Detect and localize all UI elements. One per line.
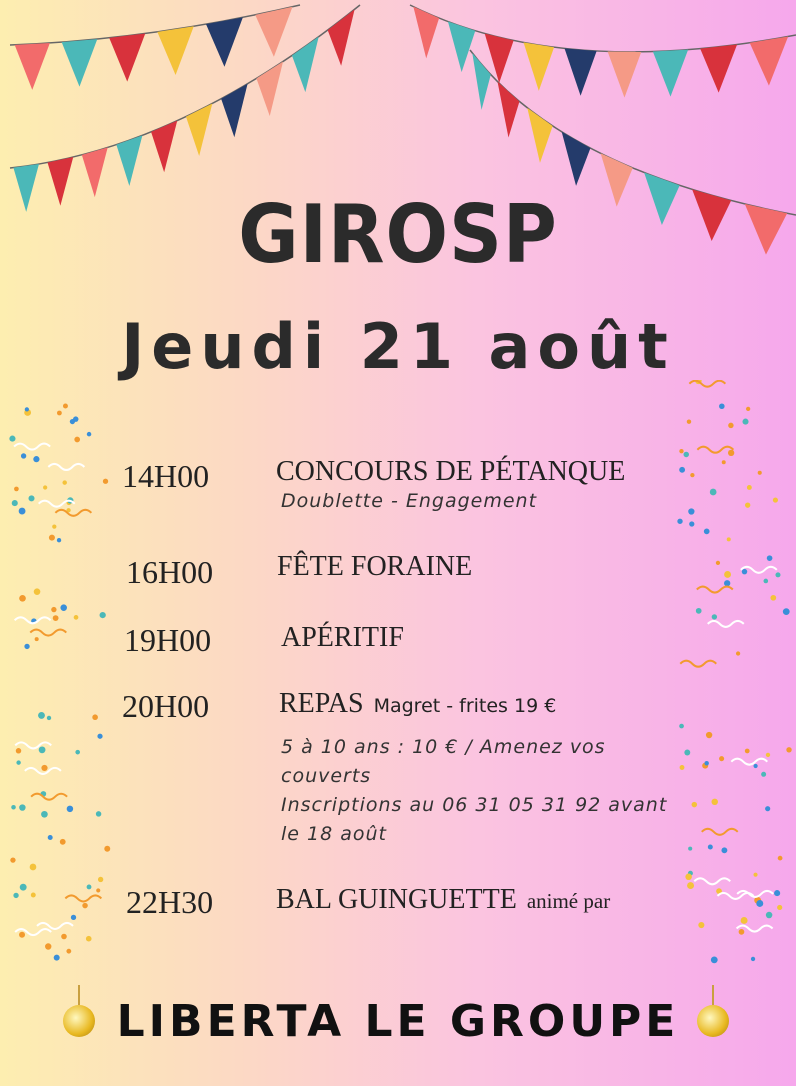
confetti-dot [34,588,41,595]
confetti-dot [775,572,780,577]
confetti-dot [687,419,691,423]
confetti-dot [688,508,694,514]
schedule-event-5-label: BAL GUINGUETTE [276,884,517,915]
confetti-dot [704,529,710,535]
event-date: Jeudi 21 août [121,310,675,383]
confetti-dot [688,847,692,851]
confetti-squiggle [31,794,67,800]
bunting-flag [157,26,193,75]
confetti-dot [67,806,73,812]
bunting-flag [750,36,788,85]
confetti-dot [741,917,748,924]
confetti-dot [692,802,698,808]
confetti-dot [100,612,106,618]
bunting-flag [15,43,50,90]
confetti-squiggle [702,829,738,835]
confetti-dot [727,537,731,541]
confetti-dot [711,956,718,963]
confetti-dot [12,500,18,506]
bunting-flag [62,39,98,87]
event-title: GIROSP [238,188,558,281]
confetti-dot [745,502,750,507]
confetti-squiggle [708,621,744,627]
confetti-dot [49,535,55,541]
confetti-dot [689,521,694,526]
confetti-dot [11,805,16,810]
confetti-dot [10,857,15,862]
confetti-dot [708,844,713,849]
confetti-dot [33,456,39,462]
schedule-event-1: CONCOURS DE PÉTANQUE [276,456,626,487]
confetti-dot [74,437,80,443]
confetti-dot [31,893,36,898]
confetti-dot [16,760,20,764]
confetti-dot [39,746,46,753]
schedule-time-5: 22H30 [126,884,214,920]
confetti-dot [786,747,791,752]
confetti-squiggle [14,444,50,450]
confetti-dot [746,407,750,411]
confetti-dot [764,579,769,584]
confetti-dot [721,847,727,853]
band-intro: animé par [526,889,611,913]
confetti-dot [685,874,692,881]
confetti-dot [70,419,75,424]
confetti-dot [728,423,733,428]
confetti-dot [739,929,745,935]
confetti-dot [96,811,101,816]
confetti-squiggle [697,587,733,593]
schedule-detail-4a: 5 à 10 ans : 10 € / Amenez vos [281,736,606,758]
confetti-dot [87,432,91,436]
confetti-dot [14,487,19,492]
confetti-dot [706,732,712,738]
confetti-dot [86,936,92,942]
confetti-dot [97,734,102,739]
bunting-flag [527,108,552,163]
confetti-dot [747,485,752,490]
schedule-detail-4b: couverts [281,765,372,787]
bunting-flag [653,50,688,97]
confetti-dot [766,912,773,919]
confetti-dot [19,595,26,602]
confetti-dot [722,460,726,464]
confetti-dot [20,884,27,891]
confetti-dot [35,637,39,641]
confetti-dot [690,473,694,477]
confetti-dot [61,934,67,940]
confetti-dot [751,957,755,961]
confetti-dot [38,712,45,719]
schedule-time-2: 16H00 [126,554,214,590]
confetti-dot [63,404,68,409]
confetti-dot [756,900,763,907]
confetti-dot [57,538,61,542]
bunting-flag [292,37,319,92]
confetti-dot [777,905,782,910]
confetti-dot [783,608,790,615]
bunting-flag [472,53,491,110]
confetti-squiggle [694,878,730,884]
confetti-dot [66,949,71,954]
bunting-flag [206,17,243,66]
confetti-dot [104,846,110,852]
confetti-dot [57,411,62,416]
confetti-dot [698,922,704,928]
confetti-dot [767,555,773,561]
confetti-dot [696,608,702,614]
confetti-squiggle [697,447,733,453]
confetti-dot [724,571,731,578]
schedule-event-4-label: REPAS [279,688,364,719]
confetti-squiggle [731,759,767,765]
confetti-dot [71,915,76,920]
bunting-flag [608,51,642,97]
confetti-dot [711,799,717,805]
confetti-dot [51,607,56,612]
confetti-squiggle [30,630,66,636]
confetti-dot [45,943,51,949]
confetti-dot [758,471,762,475]
bunting-flag [151,121,177,173]
confetti-dot [41,765,47,771]
confetti-dot [19,804,25,810]
confetti-dot [43,485,47,489]
confetti-dot [87,885,92,890]
bunting-flag [221,84,247,138]
schedule-time-4: 20H00 [122,688,210,724]
confetti-dot [687,882,694,889]
confetti-dot [753,764,757,768]
confetti-dot [724,580,730,586]
confetti-dot [710,489,717,496]
confetti-dot [19,932,25,938]
confetti-dot [704,761,708,765]
confetti-dot [41,811,48,818]
confetti-dot [736,651,740,655]
confetti-dot [712,614,717,619]
confetti-dot [52,524,56,528]
bunting-flag [524,42,555,90]
confetti-dot [765,806,770,811]
schedule-event-3: APÉRITIF [281,622,404,653]
band-name: LIBERTA LE GROUPE [116,996,680,1047]
confetti-dot [742,569,747,574]
confetti-dot [96,888,100,892]
confetti-dot [75,750,80,755]
confetti-dot [719,756,724,761]
confetti-squiggle [48,464,84,470]
confetti-dot [13,893,18,898]
bunting-flag [186,103,212,156]
confetti-dot [47,716,51,720]
confetti-squiggle [55,510,91,516]
schedule-event-2: FÊTE FORAINE [277,551,473,582]
bunting-flag [565,48,597,95]
confetti-dot [680,765,685,770]
confetti-dot [773,498,778,503]
confetti-dot [92,714,98,720]
confetti-dot [54,955,60,961]
bunting-flag [700,45,737,93]
confetti-dot [774,890,780,896]
confetti-dot [753,873,757,877]
confetti-dot [60,839,66,845]
confetti-dot [98,877,103,882]
confetti-dot [770,595,776,601]
confetti-dot [48,835,53,840]
confetti-squiggle [15,742,51,748]
confetti-squiggle [37,923,73,929]
confetti-dot [19,508,26,515]
confetti-dot [82,903,88,909]
schedule-detail-4d: le 18 août [281,823,387,845]
confetti-dot [679,467,685,473]
confetti-dot [60,604,67,611]
confetti-dot [28,495,34,501]
confetti-dot [25,407,29,411]
confetti-squiggle [689,381,725,387]
confetti-dot [684,750,690,756]
confetti-dot [684,452,689,457]
bunting-flag [413,7,439,59]
confetti-dot [677,519,682,524]
bunting-flag [328,9,355,65]
confetti-dot [679,449,683,453]
confetti-dot [62,480,66,484]
confetti-dot [74,615,79,620]
schedule-time-1: 14H00 [122,458,210,494]
confetti-dot [679,724,684,729]
bunting-flag [109,33,145,81]
bunting-flag [255,7,292,57]
meal-price: Magret - frites 19 € [373,695,557,717]
confetti-dot [728,450,734,456]
confetti-dot [778,856,783,861]
confetti-dot [9,436,15,442]
confetti-dot [766,753,770,757]
confetti-dot [745,749,750,754]
confetti-dot [103,479,108,484]
confetti-dot [761,772,766,777]
confetti-squiggle [680,661,716,667]
confetti-dot [719,403,725,409]
confetti-dot [53,615,59,621]
schedule-detail-1: Doublette - Engagement [281,490,538,512]
schedule-time-3: 19H00 [124,622,212,658]
schedule-detail-4c: Inscriptions au 06 31 05 31 92 avant [281,794,668,816]
confetti-dot [24,644,29,649]
confetti-dot [21,453,26,458]
confetti-dot [716,561,720,565]
bunting-flag [498,82,520,138]
confetti-dot [16,748,21,753]
confetti-squiggle [65,895,101,901]
confetti-decoration [0,380,796,980]
confetti-dot [30,864,37,871]
confetti-dot [742,419,748,425]
